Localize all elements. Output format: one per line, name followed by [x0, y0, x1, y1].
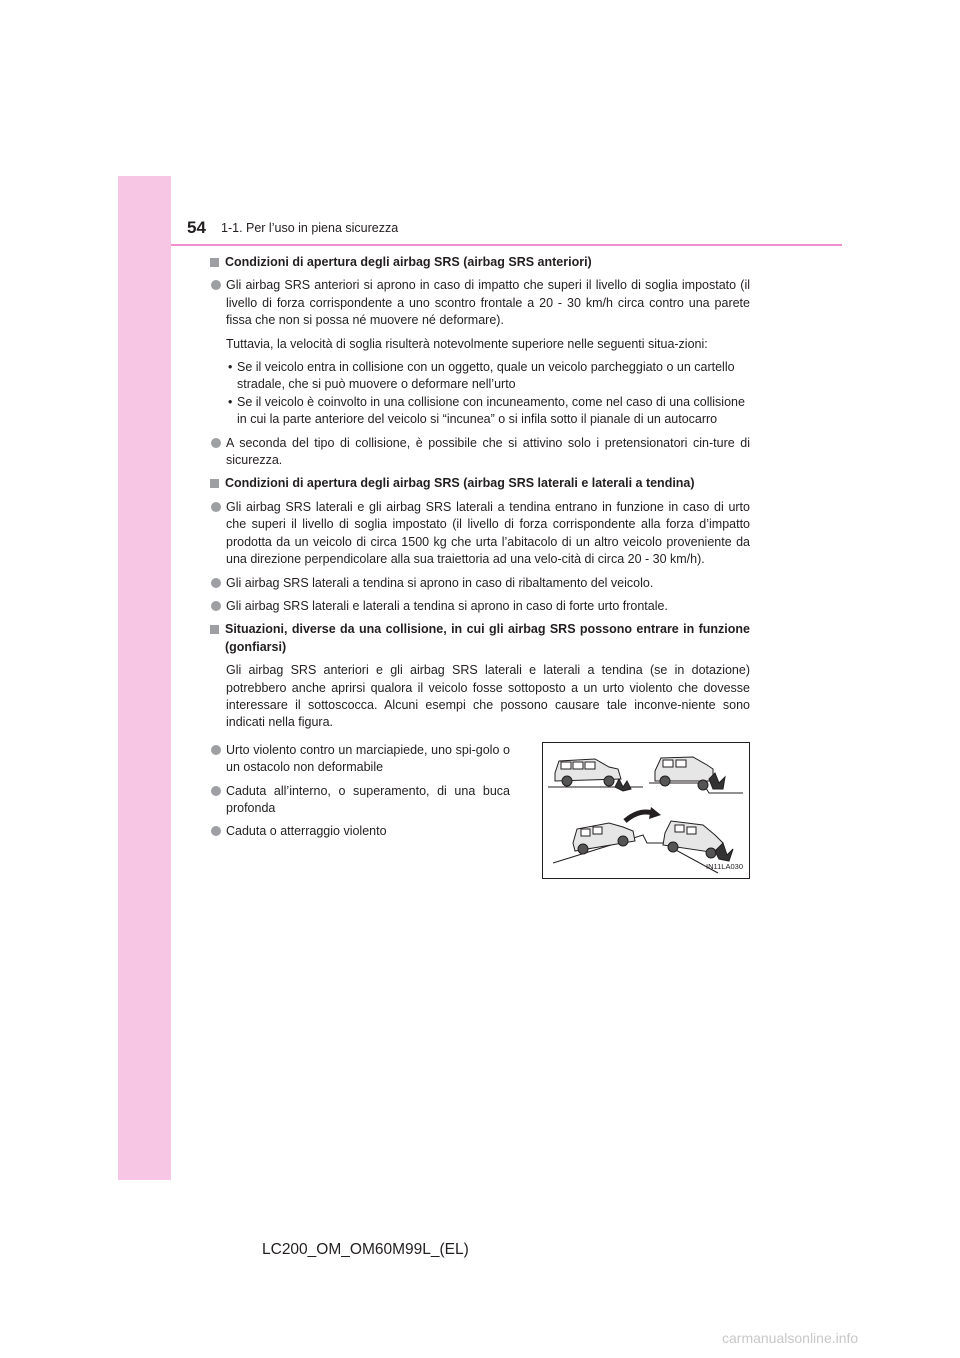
- list-item: [210, 783, 510, 818]
- arrow-head-icon: [649, 807, 661, 819]
- item-text: Caduta all’interno, o superamento, di una buca profonda: [226, 783, 510, 815]
- side-tab-band: [118, 176, 171, 1180]
- list-item: [210, 823, 510, 840]
- suv-pothole-impact-icon: [649, 757, 743, 793]
- section-heading: [210, 254, 750, 271]
- sub-bullet: [210, 394, 750, 429]
- sub-bullet-list: [210, 359, 750, 429]
- impact-illustration: [542, 742, 750, 879]
- list-item: [210, 435, 750, 470]
- heading-text: Situazioni, diverse da una collisione, in cui gli airbag SRS possono entrare in funzione (gonfiarsi): [225, 622, 750, 654]
- list-item: [210, 598, 750, 615]
- square-bullet-icon: [210, 258, 219, 267]
- watermark: carmanualsonline.info: [722, 1330, 859, 1346]
- square-bullet-icon: [210, 479, 219, 488]
- list-item: [210, 575, 750, 592]
- header-rule: [171, 244, 842, 246]
- suv-curb-impact-icon: [548, 759, 643, 791]
- item-text: Caduta o atterraggio violento: [226, 824, 387, 839]
- round-bullet-icon: [211, 601, 221, 611]
- paragraph: Gli airbag SRS anteriori e gli airbag SRS laterali e laterali a tendina (se in dotazione) potrebbero anche aprirsi qualora il veicolo fosse sottoposto a un urto violento che dovesse interessare il sottoscocca. Alcuni esempi che possono causare tale inconve-niente sono indicati nella figura.: [226, 663, 750, 730]
- bullet-text: Se il veicolo entra in collisione con un oggetto, quale un veicolo parcheggiato o un cartello stradale, che si può muovere o deformare nell’urto: [237, 360, 735, 392]
- dot-mark: •: [228, 360, 233, 375]
- item-text: A seconda del tipo di collisione, è possibile che si attivino solo i pretensionatori cin-ture di sicurezza.: [226, 435, 750, 468]
- arrow-icon: [625, 812, 653, 821]
- heading-text: Condizioni di apertura degli airbag SRS (airbag SRS laterali e laterali a tendina): [225, 476, 695, 491]
- bullet-text: Se il veicolo è coinvolto in una collisione con incuneamento, come nel caso di una collisione in cui la parte anteriore del veicolo si “incunea” o si infila sotto il pianale di un autocarro: [237, 394, 745, 427]
- list-item: [210, 742, 510, 777]
- section-heading: [210, 475, 750, 492]
- list-item: [210, 499, 750, 569]
- round-bullet-icon: [211, 745, 221, 755]
- list-item: [210, 277, 750, 329]
- page-number: 54: [187, 218, 206, 237]
- round-bullet-icon: [211, 786, 221, 796]
- illustrated-examples: [210, 742, 750, 879]
- page-content: [210, 254, 750, 879]
- section-heading: [210, 621, 750, 656]
- heading-text: Condizioni di apertura degli airbag SRS (airbag SRS anteriori): [225, 255, 592, 269]
- round-bullet-icon: [211, 502, 221, 512]
- item-text: Gli airbag SRS laterali e laterali a tendina si aprono in caso di forte urto frontale.: [226, 598, 668, 613]
- item-text: Gli airbag SRS laterali a tendina si aprono in caso di ribaltamento del veicolo.: [226, 575, 654, 590]
- round-bullet-icon: [211, 826, 221, 836]
- square-bullet-icon: [210, 625, 219, 634]
- sub-bullet: [210, 359, 750, 394]
- document-footer-code: LC200_OM_OM60M99L_(EL): [262, 1241, 469, 1258]
- dot-mark: •: [228, 394, 233, 409]
- item-text: Gli airbag SRS laterali e gli airbag SRS laterali a tendina entrano in funzione in caso di urto che superi il livello di soglia impostato (il livello di forza corrispondente alla forza d’impatto prodotta da un veicolo di circa 1500 kg che urta l’abitacolo di un altro veicolo proveniente da una direzione perpendicolare alla sua traiettoria ad una velo-cità di circa 20 - 30 km/h).: [226, 499, 750, 567]
- round-bullet-icon: [211, 438, 221, 448]
- item-text: Gli airbag SRS anteriori si aprono in caso di impatto che superi il livello di soglia impostato (il livello di forza corrispondente a uno scontro frontale a 20 - 30 km/h circa contro una parete fissa che non si possa né muovere né deformare).: [226, 278, 750, 328]
- round-bullet-icon: [211, 578, 221, 588]
- item-text: Urto violento contro un marciapiede, uno spi-golo o un ostacolo non deformabile: [226, 742, 510, 775]
- round-bullet-icon: [211, 280, 221, 290]
- figure-code: IN11LA030: [706, 862, 743, 872]
- paragraph: Tuttavia, la velocità di soglia risulterà notevolmente superiore nelle seguenti situa-zioni:: [226, 336, 708, 351]
- example-list: [210, 742, 510, 879]
- section-title: 1-1. Per l’uso in piena sicurezza: [221, 221, 399, 235]
